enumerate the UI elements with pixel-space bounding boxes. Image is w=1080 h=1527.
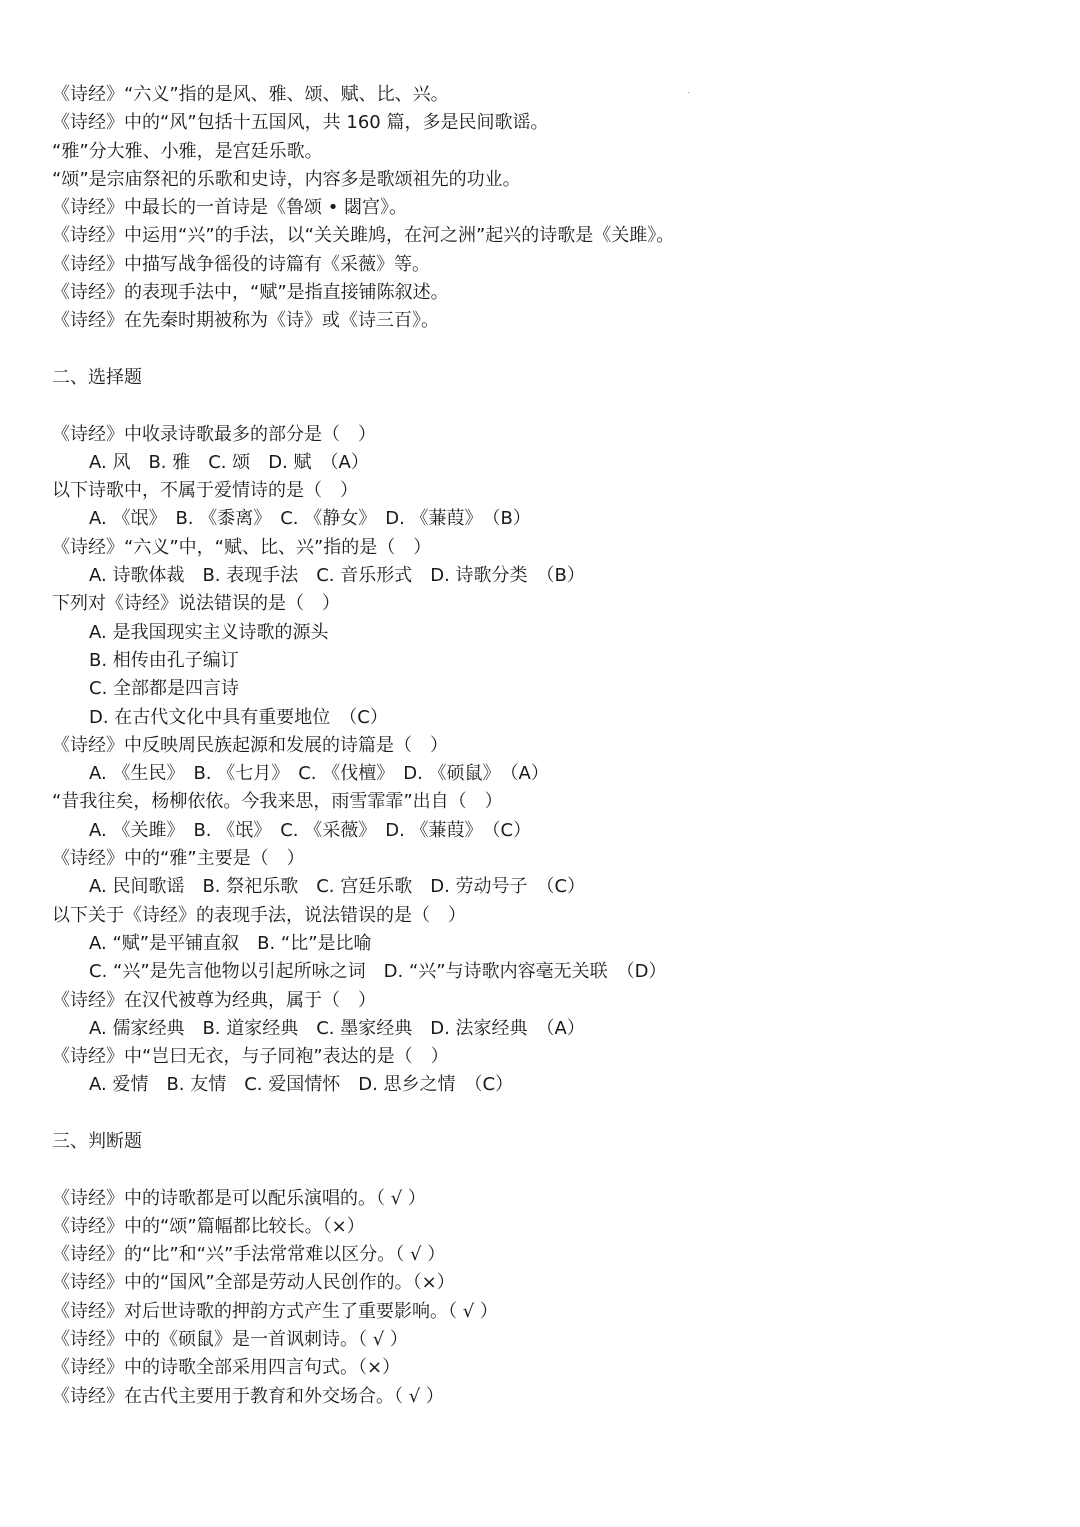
choice-section	[52, 421, 1052, 1100]
judgment-item: 《诗经》中的诗歌都是可以配乐演唱的。（ √ ）	[52, 1187, 426, 1209]
section-heading-choice: 二、选择题	[52, 366, 142, 388]
statement-line: 《诗经》在先秦时期被称为《诗》或《诗三百》。	[52, 310, 439, 332]
question-text: 《诗经》中反映周民族起源和发展的诗篇是（ ）	[52, 734, 448, 756]
question-options: A. 儒家经典 B. 道家经典 C. 墨家经典 D. 法家经典 （A）	[89, 1017, 585, 1039]
statement-line: “雅”分大雅、小雅，是宫廷乐歌。	[52, 140, 323, 162]
question-text: 以下关于《诗经》的表现手法，说法错误的是（ ）	[52, 904, 466, 926]
judgment-item: 《诗经》中的《硕鼠》是一首讽刺诗。（ √ ）	[52, 1329, 408, 1351]
question-options: A. 《生民》 B. 《七月》 C. 《伐檀》 D. 《硕鼠》 （A）	[89, 763, 549, 785]
question-option: B. 相传由孔子编订	[89, 649, 239, 671]
judgment-item: 《诗经》对后世诗歌的押韵方式产生了重要影响。（ √ ）	[52, 1300, 498, 1322]
question-option: C. “兴”是先言他物以引起所咏之词 D. “兴”与诗歌内容毫无关联 （D）	[89, 961, 667, 983]
question-text: 《诗经》中“岂曰无衣，与子同袍”表达的是（ ）	[52, 1046, 449, 1068]
question-options: A. 诗歌体裁 B. 表现手法 C. 音乐形式 D. 诗歌分类 （B）	[89, 565, 585, 587]
spacer	[52, 1100, 1052, 1128]
statement-line: “颂”是宗庙祭祀的乐歌和史诗，内容多是歌颂祖先的功业。	[52, 168, 521, 190]
fill-in-section	[52, 81, 1052, 336]
judgment-item: 《诗经》中的诗歌全部采用四言句式。（×）	[52, 1357, 401, 1379]
question-options: A. 民间歌谣 B. 祭祀乐歌 C. 宫廷乐歌 D. 劳动号子 （C）	[89, 876, 586, 898]
section-heading-judgment: 三、判断题	[52, 1130, 142, 1152]
judgment-item: 《诗经》的“比”和“兴”手法常常难以区分。（ √ ）	[52, 1244, 446, 1266]
question-text: 《诗经》中收录诗歌最多的部分是（ ）	[52, 423, 376, 445]
question-option: C. 全部都是四言诗	[89, 678, 240, 700]
question-options: A. 《氓》 B. 《黍离》 C. 《静女》 D. 《蒹葭》 （B）	[89, 508, 531, 530]
spacer	[52, 392, 1052, 420]
statement-line: 《诗经》中的“风”包括十五国风，共 160 篇，多是民间歌谣。	[52, 112, 549, 134]
spacer	[52, 336, 1052, 364]
question-options: A. 《关雎》 B. 《氓》 C. 《采薇》 D. 《蒹葭》 （C）	[89, 819, 532, 841]
question-text: 下列对《诗经》说法错误的是（ ）	[52, 593, 340, 615]
judgment-item: 《诗经》在古代主要用于教育和外交场合。（ √ ）	[52, 1385, 444, 1407]
question-option: D. 在古代文化中具有重要地位 （C）	[89, 706, 388, 728]
question-text: 《诗经》在汉代被尊为经典，属于（ ）	[52, 989, 376, 1011]
question-text: “昔我往矣，杨柳依依。今我来思，雨雪霏霏”出自（ ）	[52, 791, 503, 813]
question-text: 《诗经》“六义”中，“赋、比、兴”指的是（ ）	[52, 536, 432, 558]
judgment-item: 《诗经》中的“颂”篇幅都比较长。（×）	[52, 1215, 365, 1237]
statement-line: 《诗经》的表现手法中，“赋”是指直接铺陈叙述。	[52, 282, 449, 304]
document-body	[52, 81, 1052, 1411]
spacer	[52, 1156, 1052, 1184]
question-option: A. “赋”是平铺直叙 B. “比”是比喻	[89, 932, 372, 954]
question-text: 以下诗歌中，不属于爱情诗的是（ ）	[52, 480, 358, 502]
statement-line: 《诗经》中描写战争徭役的诗篇有《采薇》等。	[52, 253, 430, 275]
question-options: A. 风 B. 雅 C. 颂 D. 赋 （A）	[89, 451, 369, 473]
question-option: A. 是我国现实主义诗歌的源头	[89, 621, 329, 643]
statement-line: 《诗经》中运用“兴”的手法，以“关关雎鸠，在河之洲”起兴的诗歌是《关雎》。	[52, 225, 675, 247]
judgment-section	[52, 1185, 1052, 1411]
judgment-item: 《诗经》中的“国风”全部是劳动人民创作的。（×）	[52, 1272, 455, 1294]
question-text: 《诗经》中的“雅”主要是（ ）	[52, 848, 305, 870]
statement-line: 《诗经》“六义”指的是风、雅、颂、赋、比、兴。	[52, 84, 449, 105]
statement-line: 《诗经》中最长的一首诗是《鲁颂 • 閟宫》。	[52, 197, 408, 219]
question-options: A. 爱情 B. 友情 C. 爱国情怀 D. 思乡之情 （C）	[89, 1074, 514, 1096]
